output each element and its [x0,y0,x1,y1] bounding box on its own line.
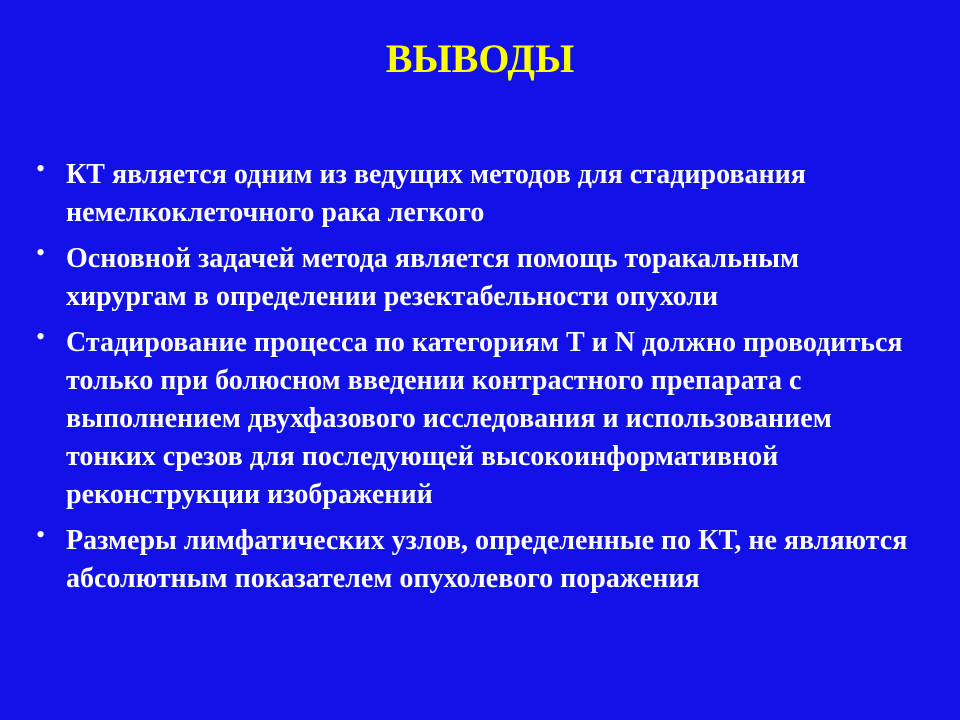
bullet-text: Стадирование процесса по категориям Т и N должно проводиться только при болюсном введении контрастного препарата с выполнением двухфазового исследования и использованием тонких срезов для последующей высокоинформативной реконструкции изображений [66,327,903,510]
bullet-item [36,324,916,514]
bullet-item [36,522,916,598]
bullet-icon: • [36,154,46,183]
bullet-text: Размеры лимфатических узлов, определенные по КТ, не являются абсолютным показателем опухолевого поражения [66,525,908,594]
slide-title: ВЫВОДЫ [385,36,575,81]
bullet-item [36,156,916,232]
bullet-list [36,156,916,606]
bullet-icon: • [36,322,46,351]
bullet-icon: • [36,238,46,267]
bullet-icon: • [36,520,46,549]
bullet-text: КТ является одним из ведущих методов для стадирования немелкоклеточного рака легкого [66,159,806,228]
bullet-item [36,240,916,316]
bullet-text: Основной задачей метода является помощь торакальным хирургам в определении резектабельности опухоли [66,243,800,312]
